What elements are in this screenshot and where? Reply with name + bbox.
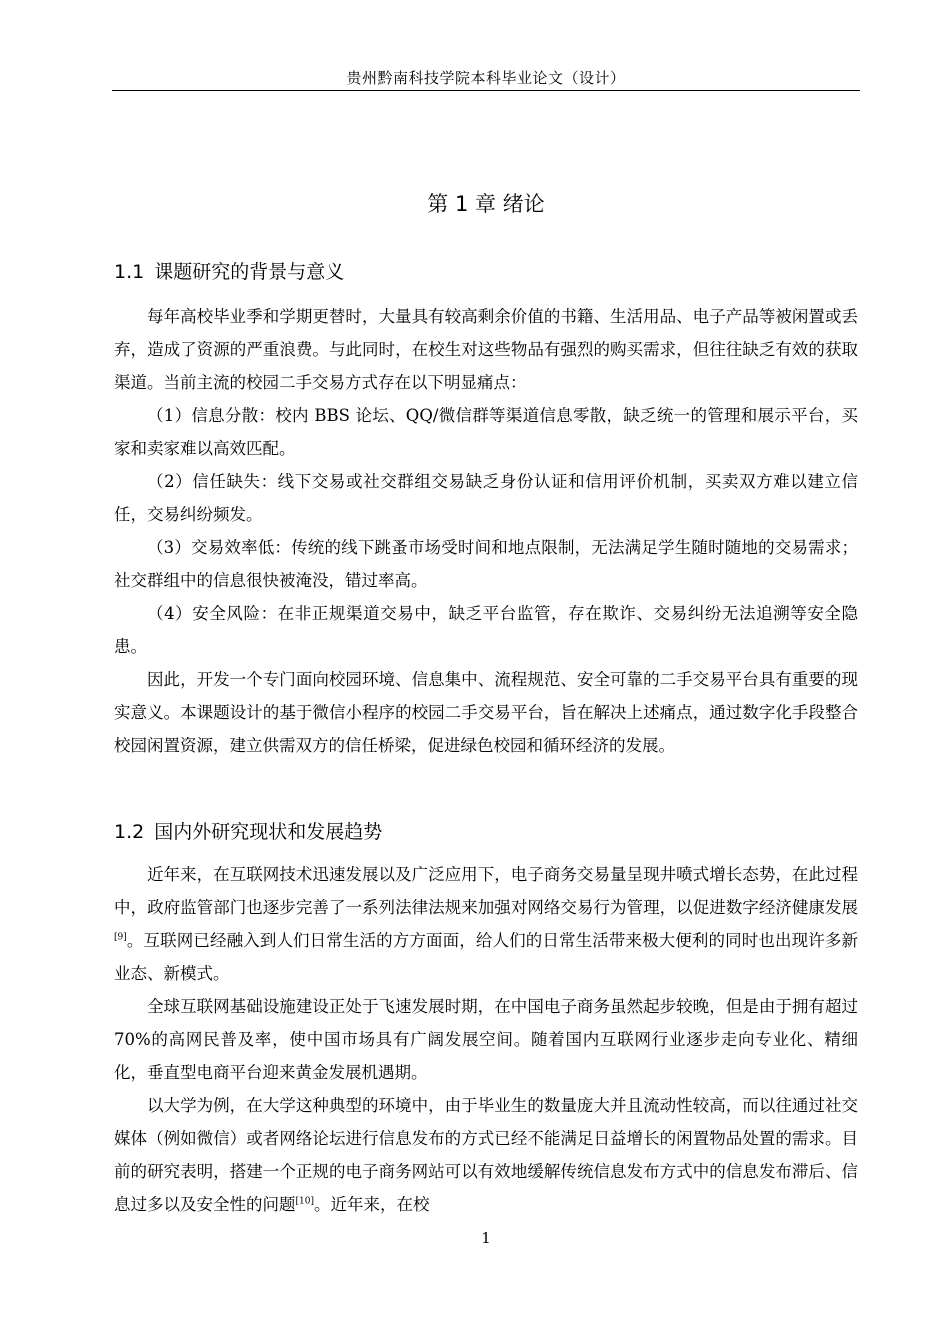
citation-ref: [10] — [295, 1196, 314, 1207]
paragraph: 每年高校毕业季和学期更替时，大量具有较高剩余价值的书籍、生活用品、电子产品等被闲置或丢弃，造成了资源的严重浪费。与此同时，在校生对这些物品有强烈的购买需求，但往往缺乏有效的获取渠道。当前主流的校园二手交易方式存在以下明显痛点： — [114, 307, 858, 392]
paragraph: （3）交易效率低：传统的线下跳蚤市场受时间和地点限制，无法满足学生随时随地的交易需求；社交群组中的信息很快被淹没，错过率高。 — [114, 538, 858, 590]
page-number: 1 — [481, 1229, 491, 1247]
paragraph-text: 以大学为例，在大学这种典型的环境中，由于毕业生的数量庞大并且流动性较高，而以往通过社交媒体（例如微信）或者网络论坛进行信息发布的方式已经不能满足日益增长的闲置物品处置的需求。目前的研究表明，搭建一个正规的电子商务网站可以有效地缓解传统信息发布方式中的信息发布滞后、信息过多以及安全性的问题 — [114, 1096, 858, 1214]
citation-ref: [9] — [114, 932, 127, 943]
paragraph-text: 近年来，在互联网技术迅速发展以及广泛应用下，电子商务交易量呈现井喷式增长态势，在此过程中，政府监管部门也逐步完善了一系列法律法规来加强对网络交易行为管理，以促进数字经济健康发展 — [114, 865, 858, 917]
section-1-1-body — [114, 300, 858, 762]
paragraph-text: 。近年来，在校 — [313, 1195, 430, 1214]
paragraph: 因此，开发一个专门面向校园环境、信息集中、流程规范、安全可靠的二手交易平台具有重要的现实意义。本课题设计的基于微信小程序的校园二手交易平台，旨在解决上述痛点，通过数字化手段整合校园闲置资源，建立供需双方的信任桥梁，促进绿色校园和循环经济的发展。 — [114, 670, 858, 755]
section-title: 国内外研究现状和发展趋势 — [154, 821, 383, 843]
page-header — [112, 68, 860, 91]
section-heading-1-1 — [114, 258, 344, 286]
paragraph — [114, 858, 858, 990]
paragraph — [114, 1089, 858, 1221]
paragraph: （1）信息分散：校内 BBS 论坛、QQ/微信群等渠道信息零散，缺乏统一的管理和展示平台，买家和卖家难以高效匹配。 — [114, 406, 858, 458]
chapter-title: 第 1 章 绪论 — [427, 192, 545, 216]
section-1-2-body — [114, 858, 858, 1221]
paragraph: 全球互联网基础设施建设正处于飞速发展时期，在中国电子商务虽然起步较晚，但是由于拥有超过 70%的高网民普及率，使中国市场具有广阔发展空间。随着国内互联网行业逐步走向专业化、精细化，垂直型电商平台迎来黄金发展机遇期。 — [114, 997, 858, 1082]
section-number: 1.2 — [114, 821, 145, 843]
section-title: 课题研究的背景与意义 — [154, 261, 345, 283]
paragraph: （2）信任缺失：线下交易或社交群组交易缺乏身份认证和信用评价机制，买卖双方难以建立信任，交易纠纷频发。 — [114, 472, 858, 524]
section-heading-1-2 — [114, 818, 382, 846]
paragraph: （4）安全风险：在非正规渠道交易中，缺乏平台监管，存在欺诈、交易纠纷无法追溯等安全隐患。 — [114, 604, 858, 656]
header-title: 贵州黔南科技学院本科毕业论文（设计） — [346, 69, 626, 87]
paragraph-text: 。互联网已经融入到人们日常生活的方方面面，给人们的日常生活带来极大便利的同时也出现许多新业态、新模式。 — [114, 931, 858, 983]
section-number: 1.1 — [114, 261, 145, 283]
